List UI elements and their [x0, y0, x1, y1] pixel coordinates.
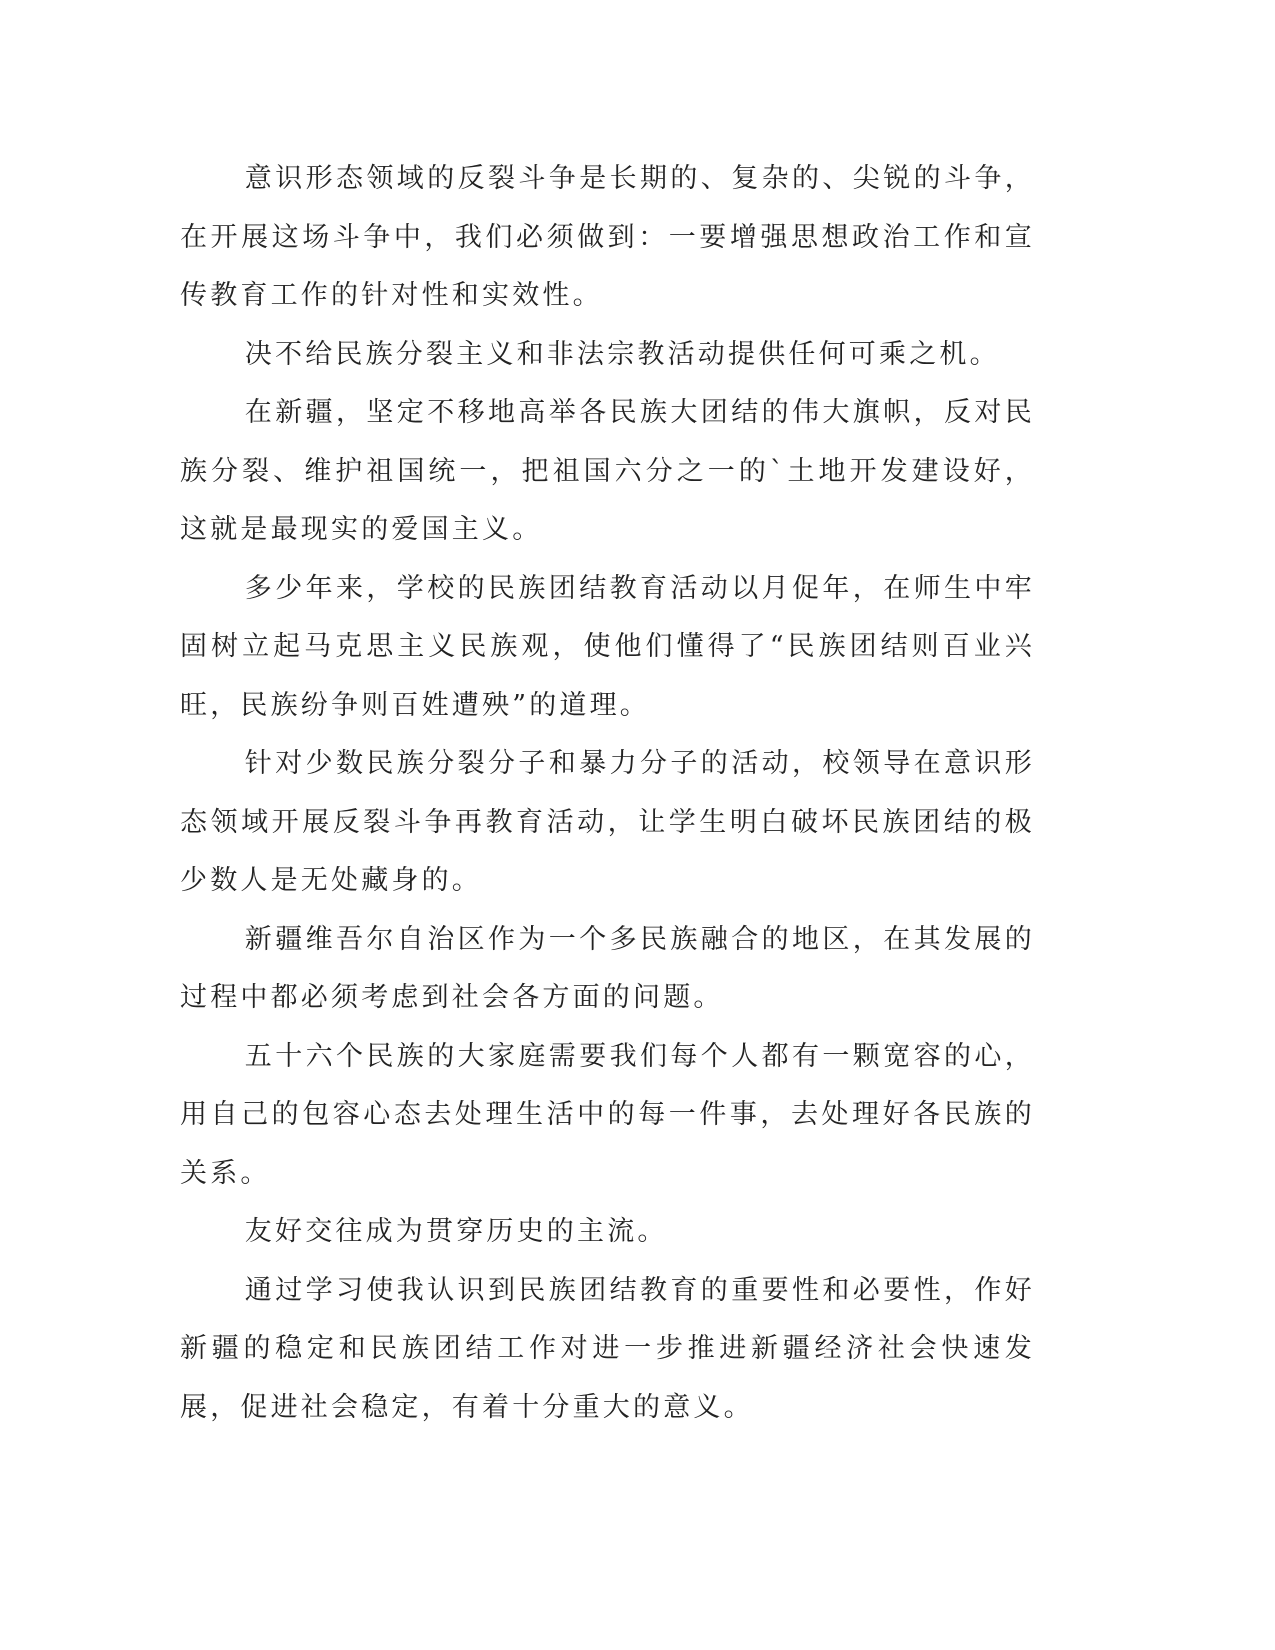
paragraph: 多少年来，学校的民族团结教育活动以月促年，在师生中牢固树立起马克思主义民族观，使他们懂得了“民族团结则百业兴旺，民族纷争则百姓遭殃”的道理。: [180, 572, 1035, 721]
paragraph: 通过学习使我认识到民族团结教育的重要性和必要性，作好新疆的稳定和民族团结工作对进一步推进新疆经济社会快速发展，促进社会稳定，有着十分重大的意义。: [180, 1274, 1035, 1423]
paragraph: 五十六个民族的大家庭需要我们每个人都有一颗宽容的心，用自己的包容心态去处理生活中的每一件事，去处理好各民族的关系。: [180, 1040, 1035, 1189]
paragraph: 新疆维吾尔自治区作为一个多民族融合的地区，在其发展的过程中都必须考虑到社会各方面的问题。: [180, 923, 1035, 1013]
document-body: [180, 150, 1035, 1437]
paragraph: 针对少数民族分裂分子和暴力分子的活动，校领导在意识形态领域开展反裂斗争再教育活动，让学生明白破坏民族团结的极少数人是无处藏身的。: [180, 748, 1035, 896]
paragraph: 意识形态领域的反裂斗争是长期的、复杂的、尖锐的斗争，在开展这场斗争中，我们必须做到：一要增强思想政治工作和宣传教育工作的针对性和实效性。: [180, 163, 1035, 311]
paragraph: 友好交往成为贯穿历史的主流。: [244, 1216, 668, 1247]
paragraph: 决不给民族分裂主义和非法宗教活动提供任何可乘之机。: [244, 338, 1000, 370]
paragraph: 在新疆，坚定不移地高举各民族大团结的伟大旗帜，反对民族分裂、维护祖国统一，把祖国六分之一的`土地开发建设好，这就是最现实的爱国主义。: [180, 397, 1035, 545]
